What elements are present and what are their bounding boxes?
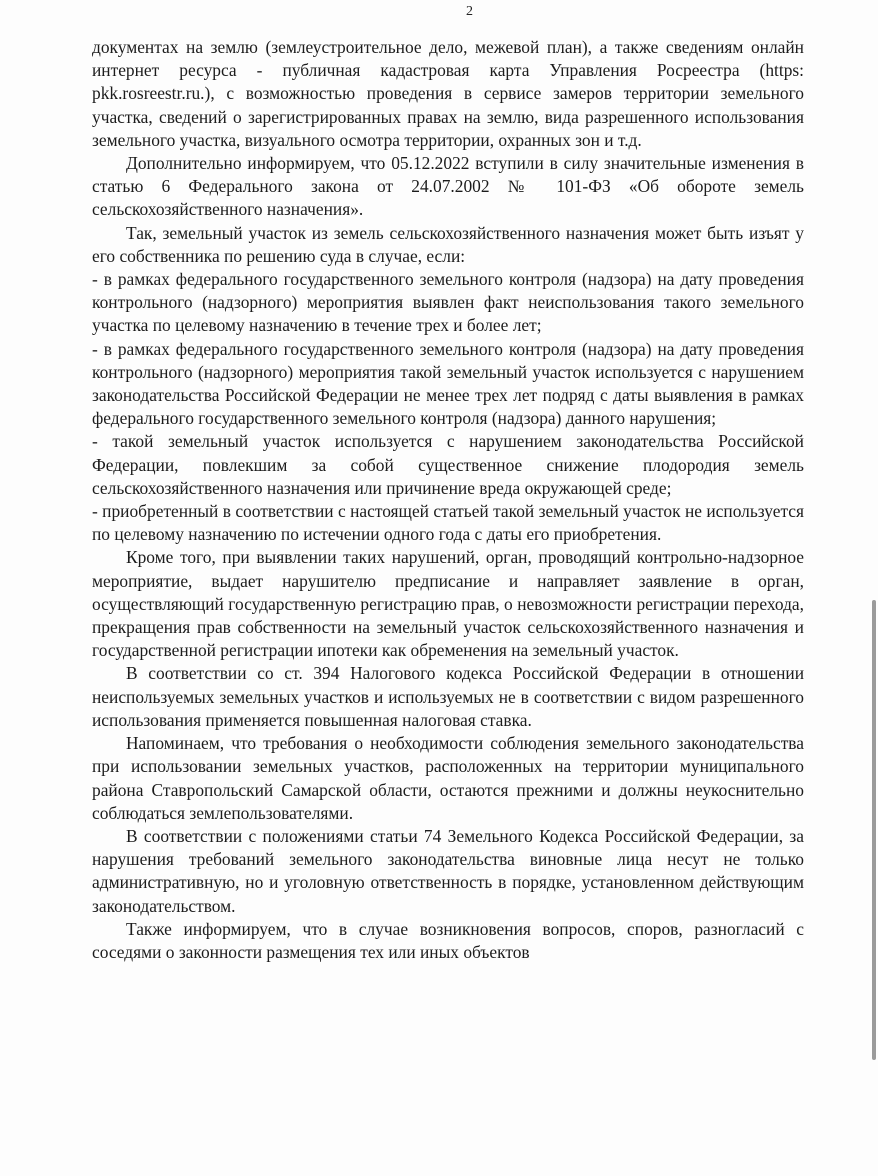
document-body: [92, 36, 804, 964]
list-item: - в рамках федерального государственного земельного контроля (надзора) на дату проведения контрольного (надзорного) мероприятия такой земельный участок используется с нарушением законодательства Российской Федерации не менее трех лет подряд с даты выявления в рамках федерального государственного земельного контроля (надзора) данного нарушения;: [92, 338, 804, 429]
list-item: - такой земельный участок используется с нарушением законодательства Российской Федерации, повлекшим за собой существенное снижение плодородия земель сельскохозяйственного назначения или причинение вреда окружающей среде;: [92, 431, 804, 498]
list-item: - приобретенный в соответствии с настоящей статьей такой земельный участок не используется по целевому назначению по истечении одного года с даты его приобретения.: [92, 501, 804, 545]
paragraph: Кроме того, при выявлении таких нарушений, орган, проводящий контрольно-надзорное мероприятие, выдает нарушителю предписание и направляет заявление в орган, осуществляющий государственную регистрацию прав, о невозможности регистрации перехода, прекращения прав собственности на земельный участок сельскохозяйственного назначения и государственной регистрации ипотеки как обременения на земельный участок.: [92, 547, 804, 661]
paragraph: В соответствии со ст. 394 Налогового кодекса Российской Федерации в отношении неиспользуемых земельных участков и используемых не в соответствии с видом разрешенного использования применяется повышенная налоговая ставка.: [92, 663, 804, 730]
paragraph: документах на землю (землеустроительное дело, межевой план), а также сведениям онлайн интернет ресурса - публичная кадастровая карта Управления Росреестра (https: pkk.rosreestr.ru.), с возможностью проведения в сервисе замеров территории земельного участка, сведений о зарегистрированных правах на землю, вида разрешенного использования земельного участка, визуального осмотра территории, охранных зон и т.д.: [92, 37, 804, 150]
list-item: - в рамках федерального государственного земельного контроля (надзора) на дату проведения контрольного (надзорного) мероприятия выявлен факт неиспользования такого земельного участка по целевому назначению в течение трех и более лет;: [92, 269, 804, 336]
paragraph: Дополнительно информируем, что 05.12.2022 вступили в силу значительные изменения в статью 6 Федерального закона от 24.07.2002 № 101-ФЗ «Об обороте земель сельскохозяйственного назначения».: [92, 153, 804, 220]
scrollbar[interactable]: [872, 600, 876, 1060]
paragraph: Так, земельный участок из земель сельскохозяйственного назначения может быть изъят у его собственника по решению суда в случае, если:: [92, 222, 804, 266]
paragraph: Также информируем, что в случае возникновения вопросов, споров, разногласий с соседями о законности размещения тех или иных объектов: [92, 918, 804, 962]
paragraph: Напоминаем, что требования о необходимости соблюдения земельного законодательства при использовании земельных участков, расположенных на территории муниципального района Ставропольский Самарской области, остаются прежними и должны неукоснительно соблюдаться землепользователями.: [92, 733, 804, 823]
page-number: 2: [466, 4, 473, 19]
paragraph: В соответствии с положениями статьи 74 Земельного Кодекса Российской Федерации, за нарушения требований земельного законодательства виновные лица несут не только административную, но и уголовную ответственность в порядке, установленном действующим законодательством.: [92, 825, 804, 916]
